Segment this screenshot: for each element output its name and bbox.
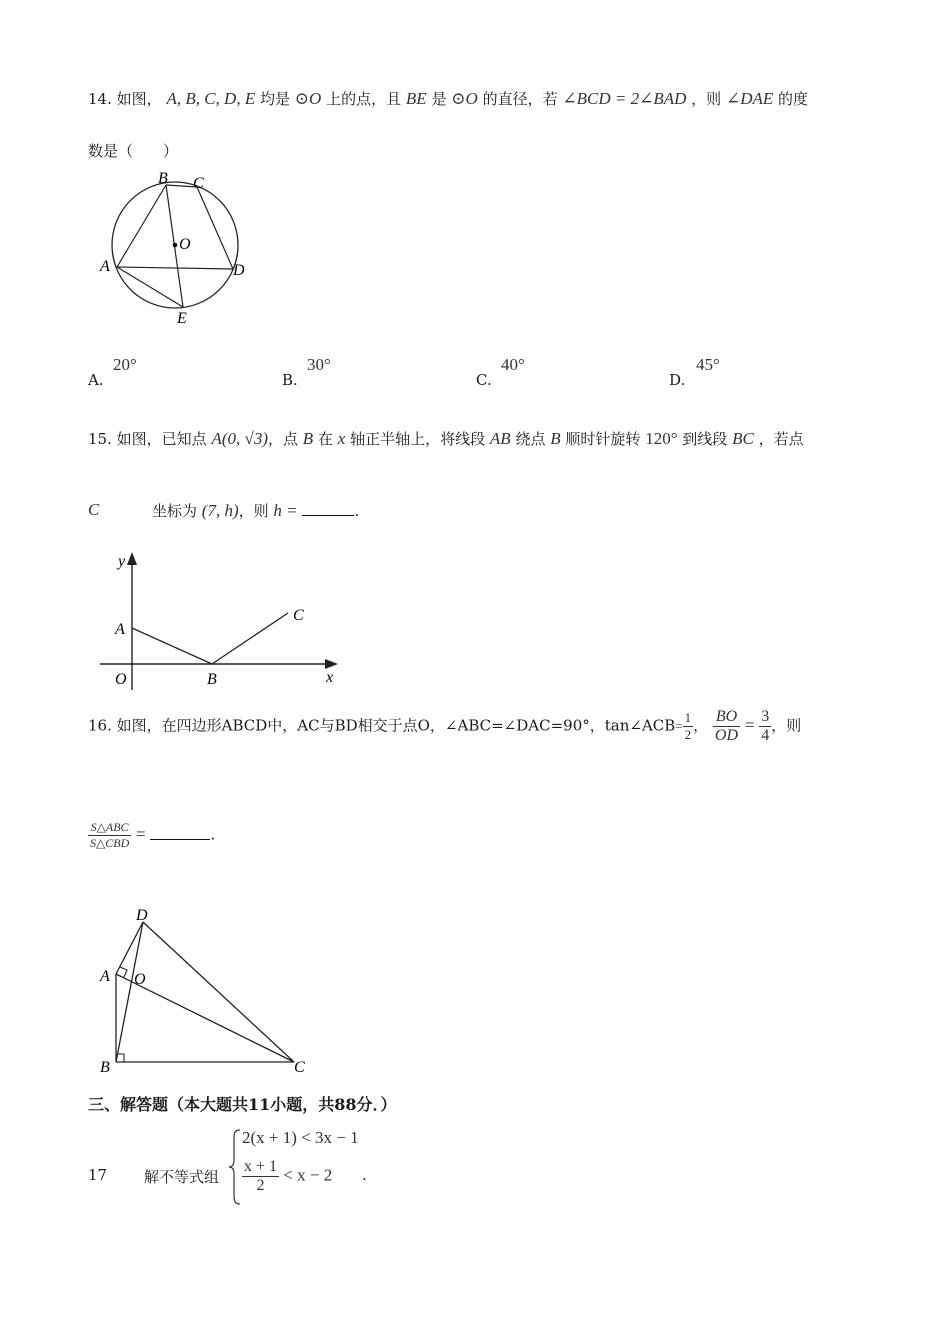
q15-y-arrow: [127, 552, 137, 565]
q16-line1: 16. 如图，在四边形ABCD中，AC与BD相交于点O，∠ABC=∠DAC=90°，tan∠ACB= $\frac{1}{2}$ ， $\frac{BO}{OD}$ = $\frac{3}{4}$ ，则: [88, 708, 802, 744]
q16-label-c: C: [294, 1059, 305, 1076]
q15-label-b: B: [207, 671, 217, 688]
q17-end: .: [362, 1166, 367, 1184]
q17-inequality-2: $\frac{x + 1}{2}$ < x − 2: [244, 1158, 333, 1194]
q14-label-d: D: [233, 262, 245, 279]
q14-condition: ∠BCD = 2∠BAD: [562, 89, 687, 108]
q15-coordinate-figure: [96, 548, 346, 693]
q14-option-b-letter: B.: [282, 371, 298, 389]
q14-option-c-letter: C.: [476, 371, 492, 389]
q16-quadrilateral-figure: [96, 904, 326, 1076]
q15-line2b: 坐标为 (7, h)，则 h = .: [152, 501, 360, 520]
q15-angle: 120°: [645, 429, 678, 448]
q17-brace: [228, 1128, 242, 1206]
q14-line1: 14. 如图， A, B, C, D, E 均是 ⊙O 上的点，且 BE 是 ⊙O 的直径，若 ∠BCD = 2∠BAD ，则 ∠DAE 的度: [88, 89, 809, 108]
q14-center-dot: [173, 243, 178, 248]
q16-seg-ad: [116, 922, 143, 974]
q16-fraction-bo-od: $\frac{BO}{OD}$: [714, 708, 739, 744]
q14-text: 如图，: [116, 90, 162, 108]
q17-inequality-1: 2(x + 1) < 3x − 1: [242, 1128, 359, 1147]
q14-label-a: A: [100, 258, 110, 275]
q17-text: 解不等式组: [144, 1168, 220, 1186]
q14-seg-ab: [117, 185, 166, 267]
q14-seg-cd: [197, 187, 233, 269]
q14-number: 14.: [88, 90, 112, 108]
q16-answer-blank[interactable]: [150, 839, 210, 840]
q17-number: 17: [88, 1166, 108, 1184]
q16-number: 16.: [88, 716, 112, 735]
q14-label-o: O: [179, 236, 191, 253]
q14-label-e: E: [177, 310, 187, 327]
q14-option-c-value: 40°: [501, 355, 525, 374]
q14-seg-ad: [117, 267, 233, 269]
q14-label-b: B: [158, 170, 168, 187]
q15-line1: 15. 如图，已知点 A(0, √3)，点 B 在 x 轴正半轴上，将线段 AB 绕点 B 顺时针旋转 120° 到线段 BC ，若点: [88, 429, 804, 448]
q16-text: 如图，在四边形ABCD中，AC与BD相交于点O，∠ABC=∠DAC=90°，tan∠ACB: [116, 716, 676, 735]
q16-seg-dc: [143, 922, 294, 1062]
q16-diagonal-bd: [116, 922, 143, 1062]
q14-seg-ae: [117, 267, 183, 307]
q15-label-a: A: [115, 621, 125, 638]
q16-label-a: A: [100, 968, 110, 985]
q16-fraction-tan: $\frac{1}{2}$: [684, 710, 692, 742]
q15-seg-ab: [132, 628, 212, 664]
q15-label-c: C: [293, 607, 304, 624]
q14-option-d-value: 45°: [696, 355, 720, 374]
q15-point-a: A(0, √3): [211, 429, 268, 448]
q14-circle-figure: [90, 165, 260, 330]
q14-target-angle: ∠DAE: [725, 89, 774, 108]
q14-option-a-value: 20°: [113, 355, 137, 374]
section-heading: 三、解答题（本大题共11小题，共88分．）: [88, 1095, 397, 1114]
q17-fraction: $\frac{x + 1}{2}$: [244, 1158, 278, 1194]
q16-area-ratio: $\frac{\text{S△ABC}}{\text{S△CBD}}$: [90, 820, 130, 850]
q14-option-b-value: 30°: [307, 355, 331, 374]
q16-label-b: B: [100, 1059, 110, 1076]
q14-line2: 数是（ ）: [88, 142, 179, 160]
q15-seg-bc: [212, 613, 288, 664]
q16-line2: $\frac{\text{S△ABC}}{\text{S△CBD}}$ = .: [90, 820, 216, 850]
q15-line2: C: [88, 500, 100, 519]
q15-coord: (7, h): [201, 501, 239, 520]
q16-right-angle-a: [120, 967, 127, 977]
q14-label-c: C: [193, 175, 204, 192]
q16-label-o: O: [134, 971, 146, 988]
q15-x-arrow: [325, 659, 338, 669]
q14-points: A, B, C, D, E: [166, 89, 256, 108]
q16-label-d: D: [136, 907, 148, 924]
q15-label-x: x: [326, 669, 334, 686]
q14-option-d-letter: D.: [669, 371, 686, 389]
q14-option-a-letter: A.: [88, 371, 104, 389]
q15-answer-blank[interactable]: [302, 515, 354, 516]
q15-label-o: O: [115, 671, 127, 688]
q15-label-y: y: [118, 553, 126, 570]
q15-number: 15.: [88, 430, 112, 448]
q16-fraction-3-4: $\frac{3}{4}$: [761, 708, 770, 744]
